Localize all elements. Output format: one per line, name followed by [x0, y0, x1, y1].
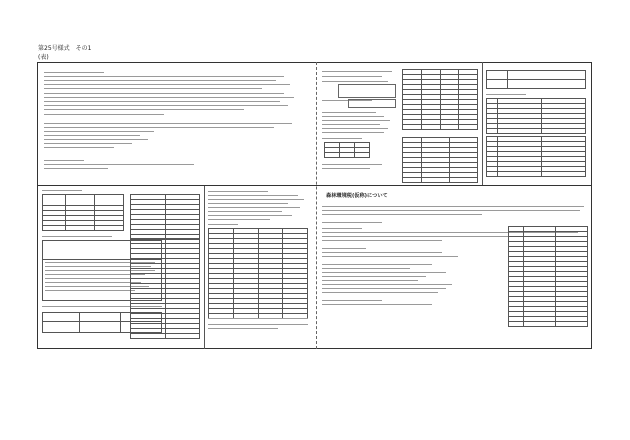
table-bottom-right — [508, 226, 588, 327]
fold-line-horizontal — [37, 185, 592, 186]
table-top-rates — [402, 69, 478, 130]
table-top-summary — [402, 137, 478, 183]
panel-bottom-center — [130, 188, 202, 346]
date-box — [338, 84, 396, 98]
form-number: 第25号様式 その1 — [38, 45, 92, 52]
fold-line-vertical-1 — [204, 186, 205, 349]
panel-top-middle-form — [322, 68, 396, 183]
fold-line-vertical-2 — [316, 62, 317, 349]
table-top-right-list — [486, 98, 586, 134]
panel-top-left-notes — [44, 68, 310, 180]
amount-box — [348, 99, 396, 108]
form-header — [38, 44, 91, 62]
table-bottom-center-2 — [130, 238, 200, 339]
table-top-right-header — [486, 70, 586, 89]
section-title: 森林環境税(仮称)について — [326, 193, 388, 199]
panel-bottom-right — [322, 188, 590, 346]
table-bottom-center-1 — [130, 194, 200, 240]
table-bottom-left-upper — [42, 194, 124, 231]
fold-line-vertical-3 — [482, 62, 483, 186]
small-table-top-middle — [324, 142, 370, 158]
table-bottom-middle-right-1 — [208, 228, 308, 319]
form-side: (表) — [38, 54, 49, 61]
panel-top-right — [486, 68, 588, 183]
panel-bottom-middle-right — [208, 188, 312, 346]
table-top-right-list-2 — [486, 136, 586, 177]
